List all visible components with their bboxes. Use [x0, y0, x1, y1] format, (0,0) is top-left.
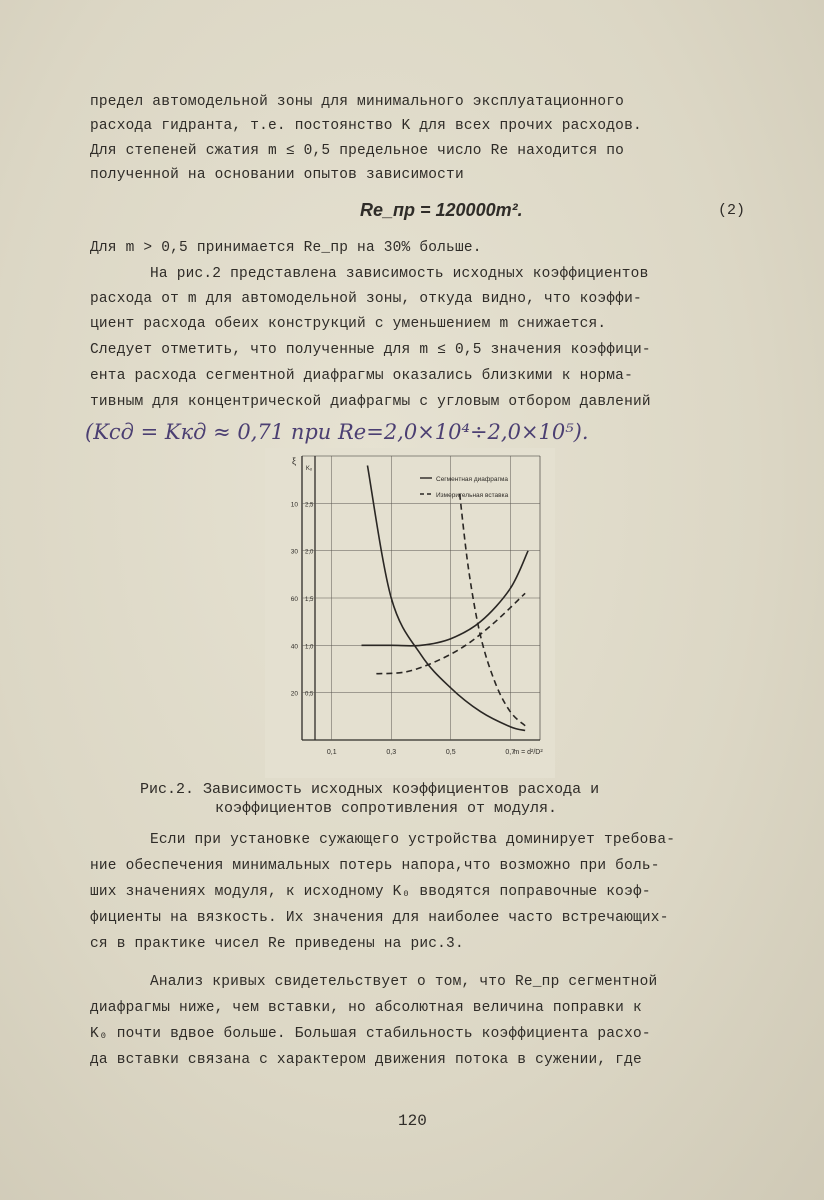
text-line: Анализ кривых свидетельствует о том, что Re_пр сегментной [150, 974, 658, 990]
x-axis-label: m = d²/D² [513, 749, 543, 756]
x-tick-label: 0,1 [326, 749, 337, 756]
legend-label: Измерительная вставка [436, 492, 509, 499]
x-tick-label: 0,7 [505, 749, 516, 756]
text-line: полученной на основании опытов зависимости [90, 167, 464, 183]
text-line: Для m > 0,5 принимается Re_пр на 30% больше. [90, 240, 482, 256]
text-line: фициенты на вязкость. Их значения для наиболее часто встречающих- [90, 910, 669, 926]
text-line: циент расхода обеих конструкций с уменьшением m снижается. [90, 316, 607, 332]
text-line: тивным для концентрической диафрагмы с угловым отбором давлений [90, 394, 651, 410]
text-line: На рис.2 представлена зависимость исходных коэффициентов [150, 266, 649, 282]
text-line: Если при установке сужающего устройства доминирует требова- [150, 832, 676, 848]
x-tick-label: 0,3 [386, 749, 397, 756]
y-left-tick-label: 40 [290, 643, 298, 651]
text-line: ние обеспечения минимальных потерь напора,что возможно при боль- [90, 858, 660, 874]
y-left-tick-label: 20 [290, 690, 298, 698]
figure-chart [265, 448, 555, 778]
y-right-tick-label: 1,0 [305, 644, 314, 651]
y-right-tick-label: 2,0 [305, 549, 314, 556]
page-number: 120 [398, 1112, 427, 1130]
text-line: расхода гидранта, т.е. постоянство K для всех прочих расходов. [90, 118, 642, 134]
y-right-axis-label: Kₒ [305, 466, 313, 472]
y-right-tick-label: 2,5 [305, 502, 314, 509]
y-right-tick-label: 1,5 [305, 597, 314, 603]
chart-background [265, 448, 555, 778]
text-line: да вставки связана с характером движения потока в сужении, где [90, 1052, 642, 1068]
figure-caption-line-2: коэффициентов сопротивления от модуля. [215, 800, 558, 817]
legend-label: Сегментная диафрагма [436, 476, 508, 483]
formula: Re_пр = 120000m². [360, 200, 523, 220]
y-left-tick-label: 10 [290, 501, 298, 509]
text-line: ента расхода сегментной диафрагмы оказались близкими к норма- [90, 368, 633, 384]
figure-caption-line-1: Рис.2. Зависимость исходных коэффициентов расхода и [140, 781, 600, 798]
text-line: ших значениях модуля, к исходному K₀ вводятся поправочные коэф- [90, 884, 651, 900]
formula-number: (2) [718, 202, 746, 219]
y-right-tick-label: 0,5 [305, 691, 314, 698]
text-line: диафрагмы ниже, чем вставки, но абсолютная величина поправки к [90, 1000, 642, 1016]
text-line: Для степеней сжатия m ≤ 0,5 предельное число Re находится по [90, 143, 625, 159]
handwritten-annotation: (Kсд = Kкд ≈ 0,71 при Re=2,0×10⁴÷2,0×10⁵). [85, 420, 589, 444]
text-line: Следует отметить, что полученные для m ≤ 0,5 значения коэффици- [90, 342, 651, 358]
y-left-tick-label: 60 [290, 596, 298, 603]
x-tick-label: 0,5 [445, 749, 456, 756]
text-line: расхода от m для автомодельной зоны, откуда видно, что коэффи- [90, 291, 642, 307]
y-left-axis-label: ξ [291, 456, 297, 466]
text-line: ся в практике чисел Re приведены на рис.3. [90, 936, 464, 952]
y-left-tick-label: 30 [290, 548, 298, 556]
text-line: K₀ почти вдвое больше. Большая стабильность коэффициента расхо- [90, 1026, 651, 1042]
text-line: предел автомодельной зоны для минимального эксплуатационного [90, 94, 625, 110]
